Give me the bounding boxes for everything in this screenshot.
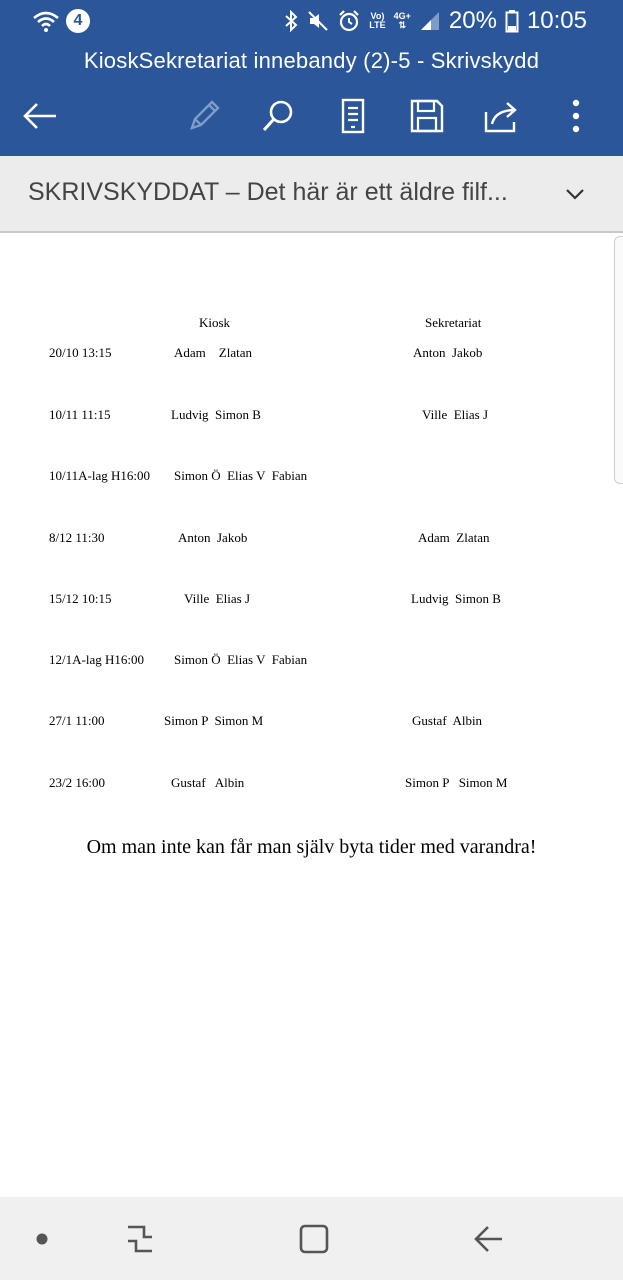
swap-times-note: Om man inte kan får man själv byta tider med varandra!	[86, 836, 537, 858]
row-date: 10/11 11:15	[49, 407, 111, 422]
status-bar	[0, 0, 623, 42]
row-date: 15/12 10:15	[49, 591, 112, 606]
dot-button[interactable]	[18, 1215, 66, 1263]
network-type: 4G+ ⇅	[393, 11, 411, 30]
row-date: 27/1 11:00	[49, 713, 105, 728]
row-kiosk: Simon Ö Elias V Fabian	[174, 652, 308, 667]
signal-icon	[419, 10, 441, 32]
alarm-icon	[337, 9, 361, 33]
row-sekretariat: Ville Elias J	[422, 407, 489, 422]
volte-indicator: Vo) LTE	[369, 11, 386, 30]
row-kiosk: Ville Elias J	[184, 591, 251, 606]
row-sekretariat: Simon P Simon M	[405, 775, 508, 790]
chevron-down-icon[interactable]	[563, 182, 587, 206]
row-sekretariat: Ludvig Simon B	[411, 591, 501, 606]
notification-badge: 4	[66, 9, 90, 33]
row-date: 8/12 11:30	[49, 530, 105, 545]
document-title: KioskSekretariat innebandy (2)-5 - Skrivskydd	[83, 48, 540, 73]
pencil-icon	[186, 98, 222, 134]
clock: 10:05	[526, 7, 587, 34]
app-bar	[0, 42, 623, 156]
search-button[interactable]	[256, 94, 300, 138]
row-date: 20/10 13:15	[49, 345, 112, 360]
dot-icon	[35, 1232, 49, 1246]
back-button[interactable]	[18, 94, 62, 138]
share-button[interactable]	[480, 94, 524, 138]
row-sekretariat: Gustaf Albin	[412, 713, 483, 728]
row-date: 23/2 16:00	[49, 775, 105, 790]
battery-percent: 20%	[448, 7, 497, 34]
row-sekretariat: Anton Jakob	[413, 345, 483, 360]
scrollbar-handle[interactable]	[614, 236, 623, 484]
recent-apps-button[interactable]	[116, 1215, 164, 1263]
row-kiosk: Gustaf Albin	[171, 775, 245, 790]
row-sekretariat: Adam Zlatan	[418, 530, 490, 545]
read-only-banner[interactable]	[0, 156, 623, 233]
back-arrow-icon	[472, 1223, 504, 1255]
mobile-view-icon	[338, 98, 368, 134]
mute-icon	[307, 10, 329, 32]
home-button[interactable]	[290, 1215, 338, 1263]
save-icon	[409, 98, 445, 134]
document-page	[0, 235, 623, 1197]
nav-back-button[interactable]	[464, 1215, 512, 1263]
row-date: 12/1A-lag H16:00	[49, 652, 144, 667]
row-kiosk: Ludvig Simon B	[171, 407, 261, 422]
edit-button[interactable]	[182, 94, 226, 138]
more-vertical-icon	[570, 99, 582, 133]
arrow-left-icon	[22, 101, 58, 131]
row-kiosk: Adam Zlatan	[174, 345, 252, 360]
reading-view-button[interactable]	[331, 94, 375, 138]
header-kiosk: Kiosk	[199, 315, 231, 330]
read-only-message: SKRIVSKYDDAT – Det här är ett äldre filf...	[28, 178, 508, 206]
save-button[interactable]	[405, 94, 449, 138]
wifi-icon	[32, 9, 60, 33]
more-options-button[interactable]	[554, 94, 598, 138]
row-kiosk: Simon Ö Elias V Fabian	[174, 468, 308, 483]
search-icon	[260, 98, 296, 134]
recent-apps-icon	[124, 1223, 156, 1255]
row-kiosk: Simon P Simon M	[164, 713, 264, 728]
share-icon	[483, 98, 521, 134]
bluetooth-icon	[283, 9, 299, 33]
home-icon	[298, 1223, 330, 1255]
row-date: 10/11A-lag H16:00	[49, 468, 150, 483]
header-sekretariat: Sekretariat	[425, 315, 482, 330]
system-navigation-bar	[0, 1197, 623, 1280]
row-kiosk: Anton Jakob	[178, 530, 248, 545]
battery-icon	[505, 9, 519, 33]
